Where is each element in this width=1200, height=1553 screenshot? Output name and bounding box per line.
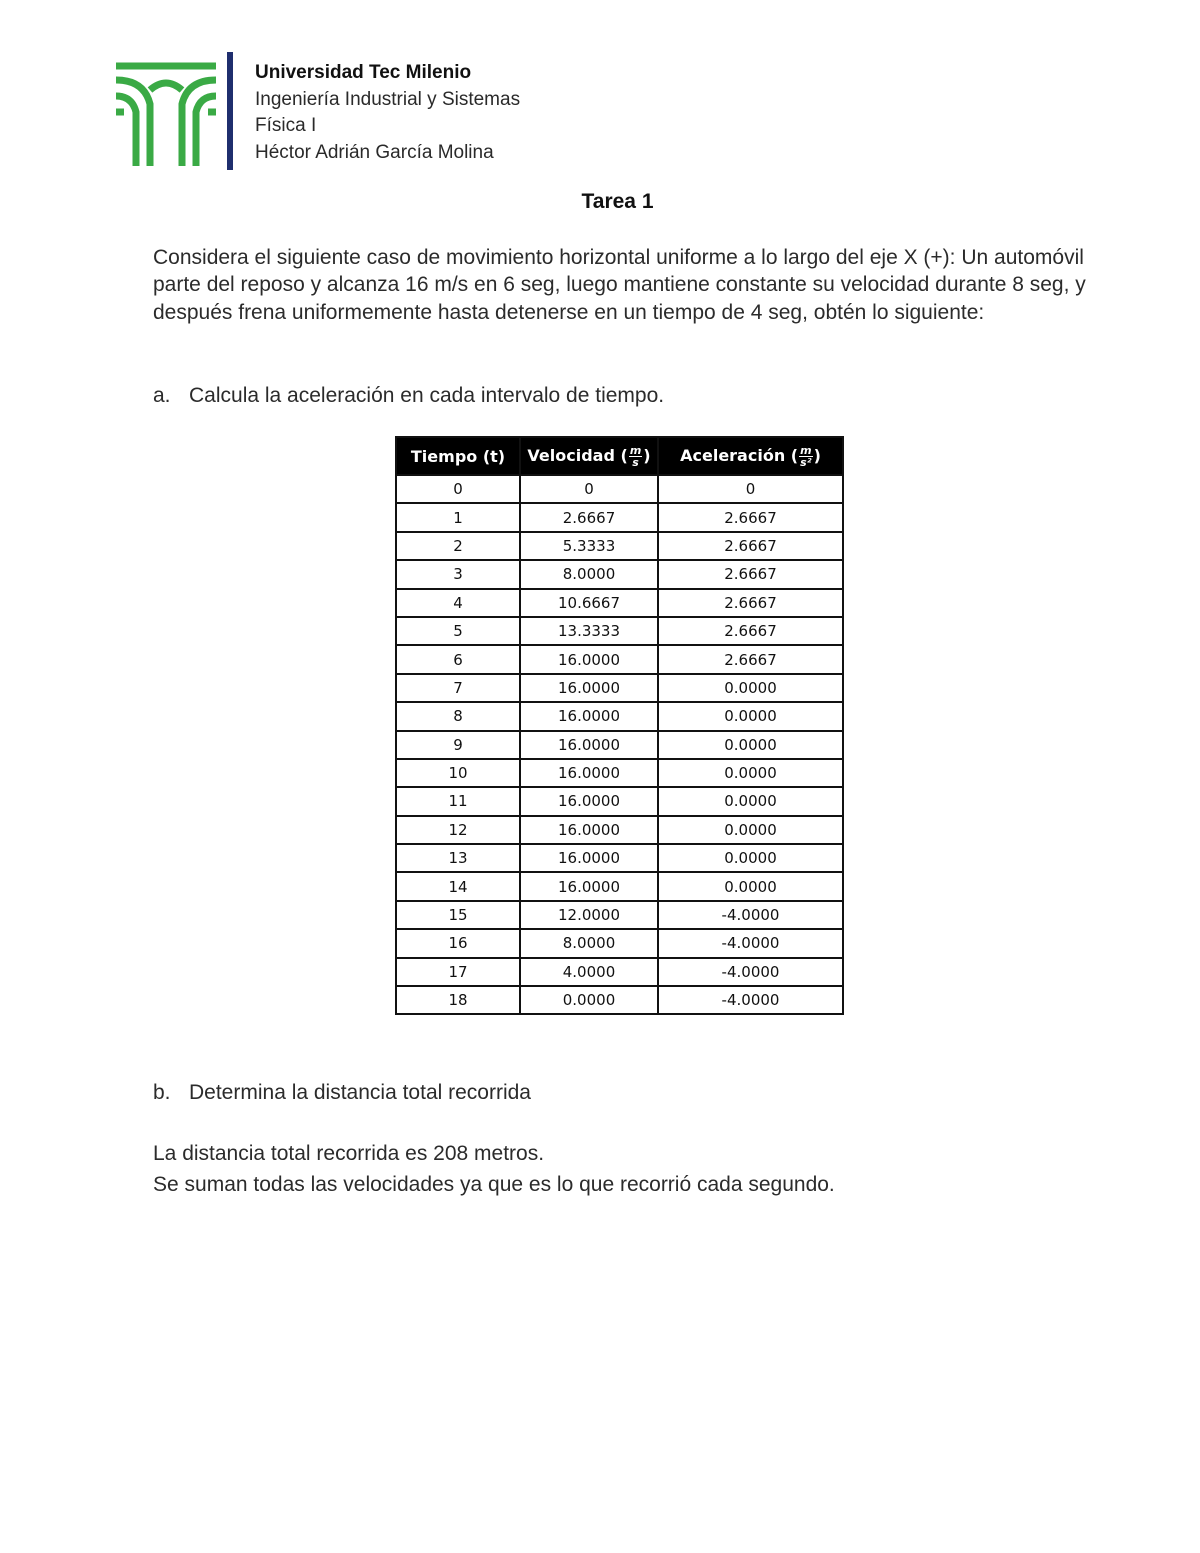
university-name: Universidad Tec Milenio (255, 62, 472, 83)
cell-velocity: 16.0000 (520, 645, 658, 673)
cell-time: 13 (396, 844, 520, 872)
cell-time: 17 (396, 958, 520, 986)
cell-velocity: 16.0000 (520, 674, 658, 702)
cell-acceleration: -4.0000 (658, 901, 843, 929)
table-row (396, 844, 843, 872)
item-b-label: b. (153, 1081, 171, 1104)
item-a-text: Calcula la aceleración en cada intervalo de tiempo. (189, 384, 665, 407)
cell-time: 1 (396, 503, 520, 531)
table-row (396, 645, 843, 673)
table-row (396, 901, 843, 929)
course-name: Física I (255, 115, 317, 136)
cell-time: 11 (396, 787, 520, 815)
item-a (153, 384, 664, 408)
header-block (255, 60, 520, 166)
cell-acceleration: 2.6667 (658, 503, 843, 531)
problem-statement: Considera el siguiente caso de movimiento horizontal uniforme a lo largo del eje X (+): Un automóvil parte del reposo y alcanza 16 m/s en 6 seg, luego mantiene constante su velocidad durante 8 seg, y después frena uniformemente hasta detenerse en un tiempo de 4 seg, obtén lo siguiente: (153, 246, 1086, 324)
cell-time: 9 (396, 731, 520, 759)
cell-acceleration: 2.6667 (658, 617, 843, 645)
table-row (396, 589, 843, 617)
cell-velocity: 2.6667 (520, 503, 658, 531)
cell-velocity: 0 (520, 475, 658, 503)
table-header-row (396, 437, 843, 475)
answer-block (153, 1138, 835, 1200)
cell-acceleration: 2.6667 (658, 532, 843, 560)
table-row (396, 731, 843, 759)
cell-time: 16 (396, 929, 520, 957)
cell-acceleration: 0.0000 (658, 702, 843, 730)
cell-acceleration: 2.6667 (658, 645, 843, 673)
cell-velocity: 8.0000 (520, 929, 658, 957)
cell-time: 12 (396, 816, 520, 844)
cell-time: 2 (396, 532, 520, 560)
velocity-unit: $\frac{m}{s}$ (629, 443, 642, 469)
table-row (396, 986, 843, 1014)
header-divider (227, 52, 233, 170)
col-header-time: Tiempo (t) (396, 437, 520, 475)
cell-time: 0 (396, 475, 520, 503)
cell-velocity: 16.0000 (520, 702, 658, 730)
cell-velocity: 16.0000 (520, 787, 658, 815)
cell-velocity: 10.6667 (520, 589, 658, 617)
cell-time: 6 (396, 645, 520, 673)
table-row (396, 787, 843, 815)
table-row (396, 759, 843, 787)
cell-acceleration: 0.0000 (658, 816, 843, 844)
cell-time: 10 (396, 759, 520, 787)
cell-acceleration: 0.0000 (658, 731, 843, 759)
table-row (396, 617, 843, 645)
cell-acceleration: -4.0000 (658, 929, 843, 957)
answer-line-2: Se suman todas las velocidades ya que es lo que recorrió cada segundo. (153, 1173, 835, 1196)
cell-velocity: 16.0000 (520, 872, 658, 900)
item-b-text: Determina la distancia total recorrida (189, 1081, 531, 1104)
answer-line-1: La distancia total recorrida es 208 metros. (153, 1142, 545, 1165)
author-name: Héctor Adrián García Molina (255, 141, 494, 163)
table-row (396, 503, 843, 531)
cell-velocity: 4.0000 (520, 958, 658, 986)
cell-velocity: 8.0000 (520, 560, 658, 588)
cell-acceleration: 0.0000 (658, 759, 843, 787)
cell-velocity: 12.0000 (520, 901, 658, 929)
item-b (153, 1081, 531, 1105)
table-row (396, 560, 843, 588)
cell-velocity: 0.0000 (520, 986, 658, 1014)
cell-velocity: 5.3333 (520, 532, 658, 560)
table-row (396, 958, 843, 986)
cell-velocity: 16.0000 (520, 844, 658, 872)
kinematics-table (395, 436, 844, 1015)
cell-time: 5 (396, 617, 520, 645)
cell-acceleration: 2.6667 (658, 560, 843, 588)
cell-velocity: 16.0000 (520, 759, 658, 787)
cell-acceleration: 2.6667 (658, 589, 843, 617)
cell-time: 4 (396, 589, 520, 617)
cell-time: 8 (396, 702, 520, 730)
cell-acceleration: -4.0000 (658, 958, 843, 986)
cell-time: 7 (396, 674, 520, 702)
table-row (396, 702, 843, 730)
table-row (396, 532, 843, 560)
table-row (396, 475, 843, 503)
cell-time: 18 (396, 986, 520, 1014)
cell-velocity: 16.0000 (520, 731, 658, 759)
cell-acceleration: 0.0000 (658, 787, 843, 815)
table-row (396, 674, 843, 702)
cell-acceleration: 0 (658, 475, 843, 503)
acceleration-unit: $\frac{m}{\text{s²}}$ (800, 443, 812, 469)
table-row (396, 872, 843, 900)
cell-time: 14 (396, 872, 520, 900)
item-a-label: a. (153, 384, 171, 407)
cell-acceleration: 0.0000 (658, 872, 843, 900)
page-title: Tarea 1 (581, 190, 654, 213)
col-header-acceleration: Aceleración ( $\frac{m}{\text{s²}}$ ) (658, 437, 843, 475)
col-header-velocity: Velocidad ( $\frac{m}{s}$ ) (520, 437, 658, 475)
cell-acceleration: 0.0000 (658, 674, 843, 702)
cell-acceleration: 0.0000 (658, 844, 843, 872)
cell-velocity: 16.0000 (520, 816, 658, 844)
program-name: Ingeniería Industrial y Sistemas (255, 88, 521, 110)
cell-velocity: 13.3333 (520, 617, 658, 645)
university-logo (114, 60, 218, 166)
cell-acceleration: -4.0000 (658, 986, 843, 1014)
cell-time: 15 (396, 901, 520, 929)
table-row (396, 929, 843, 957)
table-row (396, 816, 843, 844)
cell-time: 3 (396, 560, 520, 588)
